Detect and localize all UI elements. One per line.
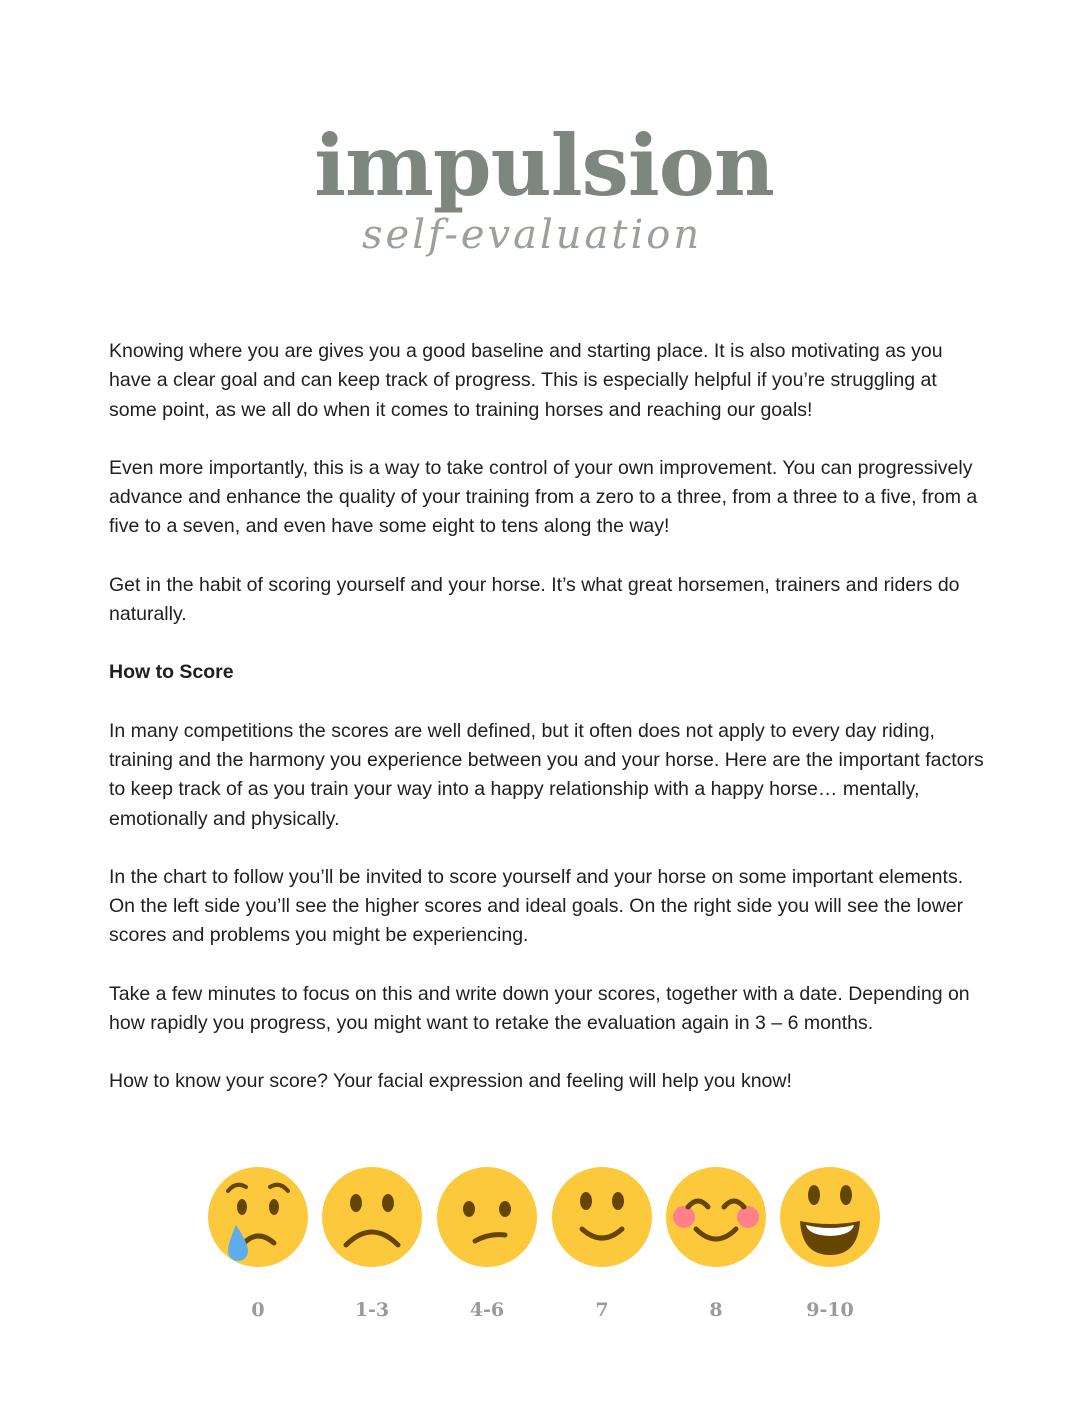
score-label-9-10: 9-10	[806, 1299, 854, 1321]
score-label-0: 0	[251, 1299, 265, 1321]
paragraph-chart: In the chart to follow you’ll be invited to score yourself and your horse on some important elements. On the left side you’ll see the higher scores and ideal goals. On the right side you will see the lower scores and problems you might be experiencing.	[109, 865, 964, 947]
logo	[0, 116, 1088, 258]
score-scale	[0, 1165, 1088, 1305]
score-label-7: 7	[595, 1299, 609, 1321]
section-heading: How to Score	[109, 661, 234, 684]
body-text	[109, 337, 989, 1126]
paragraph-competitions: In many competitions the scores are well defined, but it often does not apply to every day riding, training and the harmony you experience between you and your horse. Here are the important factors to keep track of as you train your way into a happy relationship with a happy horse… mentally, emotionally and physically.	[109, 719, 984, 830]
blushing-smiling-face-icon	[664, 1165, 768, 1269]
score-label-4-6: 4-6	[469, 1299, 505, 1321]
confused-face-icon	[435, 1165, 539, 1269]
paragraph-baseline: Knowing where you are gives you a good baseline and starting place. It is also motivating as you have a clear goal and can keep track of progress. This is especially helpful if you’re struggling at some point, as we all do when it comes to training horses and reaching our goals!	[109, 340, 943, 421]
paragraph-how-to-know: How to know your score? Your facial expression and feeling will help you know!	[109, 1070, 792, 1093]
crying-face-icon	[206, 1165, 310, 1269]
logo-subtitle: self-evaluation	[362, 212, 703, 258]
score-label-8: 8	[709, 1299, 723, 1321]
grinning-face-icon	[778, 1165, 882, 1269]
slightly-smiling-face-icon	[550, 1165, 654, 1269]
score-label-1-3: 1-3	[354, 1299, 390, 1321]
paragraph-take-time: Take a few minutes to focus on this and write down your scores, together with a date. Depending on how rapidly you progress, you might want to retake the evaluation again in 3 – 6 months.	[109, 982, 970, 1035]
paragraph-habit: Get in the habit of scoring yourself and your horse. It’s what great horsemen, trainers and riders do naturally.	[109, 573, 960, 626]
frowning-face-icon	[320, 1165, 424, 1269]
logo-title: impulsion	[314, 116, 774, 215]
paragraph-control: Even more importantly, this is a way to take control of your own improvement. You can progressively advance and enhance the quality of your training from a zero to a three, from a three to a five, from a five to a seven, and even have some eight to tens along the way!	[109, 456, 978, 538]
